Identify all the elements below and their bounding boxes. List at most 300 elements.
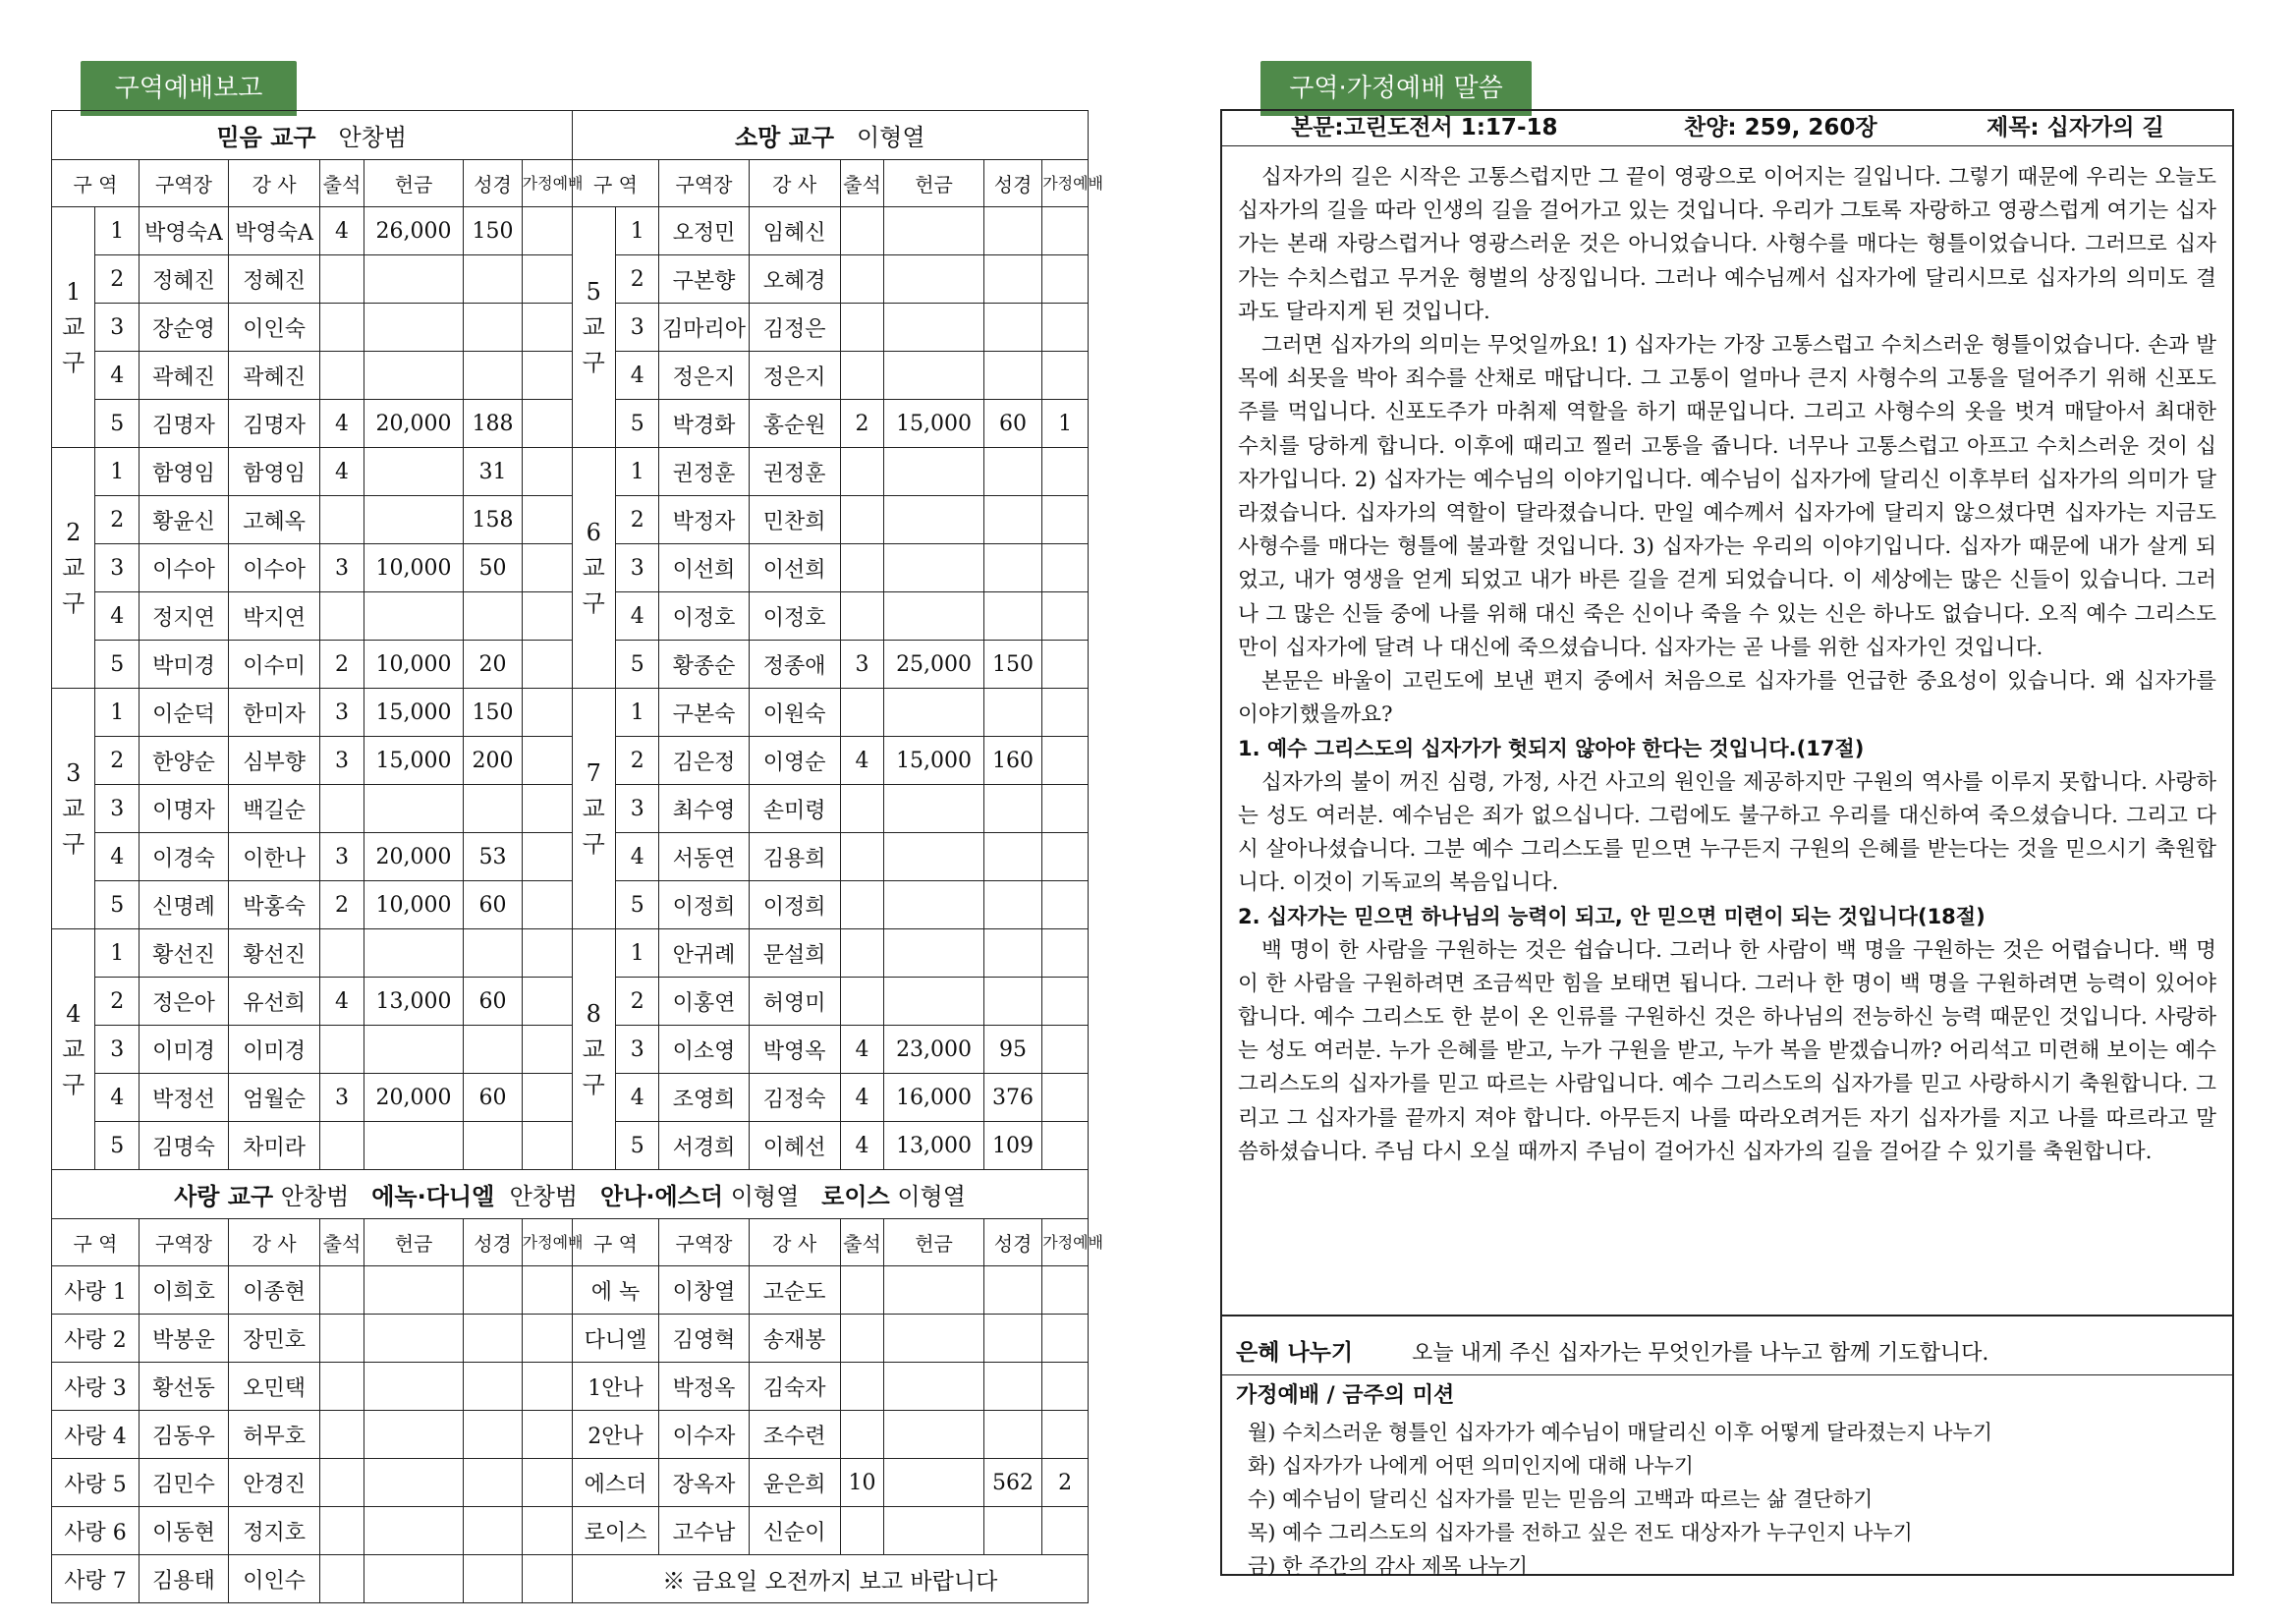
table-cell: [983, 833, 1041, 881]
table-cell: [320, 1122, 364, 1170]
table-cell: 4: [840, 1122, 883, 1170]
table-cell: 곽혜진: [229, 352, 320, 400]
table-cell: 15,000: [884, 737, 984, 785]
table-cell: [884, 304, 984, 352]
table-cell: 김용태: [139, 1555, 228, 1603]
table-cell: [840, 207, 883, 255]
table-cell: 4: [320, 978, 364, 1026]
table-cell: [983, 689, 1041, 737]
mission-item: 수) 예수님이 달리신 십자가를 믿는 믿음의 고백과 따르는 삶 결단하기: [1248, 1487, 1874, 1511]
sermon-text-ref: 본문:고린도전서 1:17-18: [1291, 115, 1558, 140]
district-label: 1 교 구: [52, 207, 95, 448]
table-cell: 이수아: [229, 544, 320, 592]
table-cell: 이선희: [749, 544, 840, 592]
table-cell: 문설희: [749, 929, 840, 978]
table-cell: 이수자: [659, 1411, 749, 1459]
table-cell: [364, 304, 464, 352]
table-cell: [884, 544, 984, 592]
table-cell: [320, 929, 364, 978]
table-cell: [522, 689, 572, 737]
table-cell: [1042, 1411, 1089, 1459]
table-cell: 4: [616, 1074, 659, 1122]
table-cell: 민찬희: [749, 496, 840, 544]
table-cell: [884, 207, 984, 255]
table-cell: 60: [464, 881, 522, 929]
table-cell: 2: [840, 400, 883, 448]
table-cell: [320, 1363, 364, 1411]
table-cell: [840, 448, 883, 496]
table-row: [52, 929, 1089, 978]
table-cell: [522, 207, 572, 255]
table-cell: [840, 689, 883, 737]
table-cell: 15,000: [364, 689, 464, 737]
table-cell: 사랑 4: [52, 1411, 140, 1459]
sermon-paragraph: 십자가의 길은 시작은 고통스럽지만 그 끝이 영광으로 이어지는 길입니다. 그렇기 때문에 우리는 오늘도 십자가의 길을 따라 인생의 길을 걸어가고 있는 것입니다. 우리가 그토록 자랑하고 영광스럽게 여기는 십자가는 본래 자랑스럽거나 영광스러운 것은 아니었습니다. 사형수를 매다는 형틀이었습니다. 그러므로 십자가는 수치스럽고 무거운 형벌의 상징입니다. 그러나 예수님께서 십자가에 달리시므로 십자가의 의미도 결과도 달라지게 된 것입니다.: [1238, 165, 2216, 324]
table-row: [52, 1555, 1089, 1603]
table-cell: 김명자: [139, 400, 228, 448]
table-cell: 이창열: [659, 1266, 749, 1315]
table-cell: [522, 978, 572, 1026]
table-cell: 2: [95, 978, 139, 1026]
table-cell: 3: [320, 544, 364, 592]
left-section-tab: 구역예배보고: [81, 61, 297, 116]
table-cell: [364, 448, 464, 496]
sermon-header: [1222, 111, 2232, 146]
table-cell: 다니엘: [572, 1315, 659, 1363]
table-cell: 16,000: [884, 1074, 984, 1122]
table-cell: [983, 352, 1041, 400]
table-cell: 4: [95, 833, 139, 881]
table-cell: [464, 592, 522, 641]
table-cell: [1042, 207, 1089, 255]
table-cell: [983, 448, 1041, 496]
table-cell: [464, 1411, 522, 1459]
sermon-paragraph: 백 명이 한 사람을 구원하는 것은 쉽습니다. 그러나 한 사람이 백 명을 구원하는 것은 어렵습니다. 백 명이 한 사람을 구원하려면 조금씩만 힘을 보태면 됩니다. 그러나 한 명이 백 명을 구원하려면 능력이 있어야 합니다. 예수 그리스도 한 분이 온 인류를 구원하신 것은 하나님의 전능하신 능력 때문인 것입니다. 사랑하는 성도 여러분. 누가 은혜를 받고, 누가 구원을 받고, 누가 복을 받겠습니까? 어리석고 미련해 보이는 예수 그리스도의 십자가를 믿고 따르는 사람입니다. 예수 그리스도의 십자가를 믿고 사랑하시기 축원합니다. 그리고 그 십자가를 끝까지 져야 합니다. 아무든지 나를 따라오려거든 자기 십자가를 지고 나를 따르라고 말씀하셨습니다. 주님 다시 오실 때까지 주님이 걸어가신 십자가의 길을 걸어갈 수 있기를 축원합니다.: [1238, 937, 2216, 1164]
mission-item: 목) 예수 그리스도의 십자가를 전하고 싶은 전도 대상자가 누구인지 나누기: [1248, 1521, 1913, 1544]
table-cell: 박봉운: [139, 1315, 228, 1363]
table-cell: 서경희: [659, 1122, 749, 1170]
table-cell: 이한나: [229, 833, 320, 881]
table-cell: [1042, 592, 1089, 641]
column-header-row: 구 역 구역장 강 사 출석 헌금 성경 가정예배 구 역 구역장 강 사 출석 헌금 성경 가정예배: [52, 160, 1089, 207]
table-cell: [1042, 978, 1089, 1026]
table-cell: [840, 1315, 883, 1363]
table-cell: 2: [320, 641, 364, 689]
table-cell: [364, 1459, 464, 1507]
table-cell: [522, 1555, 572, 1603]
table-cell: [522, 448, 572, 496]
table-cell: 13,000: [364, 978, 464, 1026]
table-cell: 김영혁: [659, 1315, 749, 1363]
table-cell: 4: [840, 737, 883, 785]
report-table: [51, 110, 1104, 1603]
table-cell: 1: [616, 207, 659, 255]
table-cell: 김명숙: [139, 1122, 228, 1170]
table-cell: 2: [320, 881, 364, 929]
table-cell: 4: [95, 352, 139, 400]
table-cell: 이미경: [139, 1026, 228, 1074]
table-row: [52, 978, 1089, 1026]
table-cell: 김동우: [139, 1411, 228, 1459]
table-cell: 2: [616, 255, 659, 304]
table-cell: [364, 496, 464, 544]
table-cell: 160: [983, 737, 1041, 785]
table-cell: 1: [616, 689, 659, 737]
table-cell: 4: [95, 1074, 139, 1122]
table-cell: [522, 544, 572, 592]
table-cell: 오정민: [659, 207, 749, 255]
table-cell: [884, 1507, 984, 1555]
table-cell: 정혜진: [229, 255, 320, 304]
table-cell: 정종애: [749, 641, 840, 689]
table-cell: [522, 352, 572, 400]
table-cell: [522, 833, 572, 881]
table-cell: [464, 1026, 522, 1074]
table-cell: [884, 352, 984, 400]
table-cell: [1042, 255, 1089, 304]
table-cell: [320, 592, 364, 641]
table-cell: [320, 1555, 364, 1603]
table-cell: [464, 1507, 522, 1555]
table-cell: 158: [464, 496, 522, 544]
table-cell: [320, 255, 364, 304]
sermon-point-heading: 1. 예수 그리스도의 십자가가 헛되지 않아야 한다는 것입니다.(17절): [1238, 737, 1865, 761]
table-cell: [983, 544, 1041, 592]
table-cell: 이정희: [749, 881, 840, 929]
table-cell: 이정호: [659, 592, 749, 641]
table-cell: 3: [320, 833, 364, 881]
table-cell: 안귀례: [659, 929, 749, 978]
table-cell: 권정훈: [749, 448, 840, 496]
table-cell: [884, 1363, 984, 1411]
table-cell: [364, 1555, 464, 1603]
table-cell: 박정선: [139, 1074, 228, 1122]
table-cell: [364, 1026, 464, 1074]
table-cell: [464, 1555, 522, 1603]
table-cell: [884, 1459, 984, 1507]
table-cell: 차미라: [229, 1122, 320, 1170]
table-cell: 이미경: [229, 1026, 320, 1074]
table-cell: [1042, 1074, 1089, 1122]
table-cell: [1042, 1315, 1089, 1363]
table-row: [52, 689, 1089, 737]
table-cell: 이정희: [659, 881, 749, 929]
table-cell: 황종순: [659, 641, 749, 689]
table-row: [52, 1363, 1089, 1411]
table-cell: 3: [320, 737, 364, 785]
table-cell: [364, 1315, 464, 1363]
sermon-paragraph: 본문은 바울이 고린도에 보낸 편지 중에서 처음으로 십자가를 언급한 중요성이 있습니다. 왜 십자가를 이야기했을까요?: [1238, 669, 2216, 728]
table-cell: 허무호: [229, 1411, 320, 1459]
table-cell: 150: [983, 641, 1041, 689]
table-cell: 정혜진: [139, 255, 228, 304]
table-cell: [364, 1363, 464, 1411]
table-cell: [1042, 881, 1089, 929]
table-cell: 이종현: [229, 1266, 320, 1315]
table-cell: [1042, 1507, 1089, 1555]
table-cell: 박정옥: [659, 1363, 749, 1411]
table-cell: 2안나: [572, 1411, 659, 1459]
table-cell: 심부향: [229, 737, 320, 785]
table-cell: 4: [95, 592, 139, 641]
table-cell: [364, 1411, 464, 1459]
table-cell: [1042, 352, 1089, 400]
table-row: [52, 1266, 1089, 1315]
table-cell: 이정호: [749, 592, 840, 641]
table-cell: 김숙자: [749, 1363, 840, 1411]
table-row: [52, 496, 1089, 544]
table-cell: 4: [616, 833, 659, 881]
table-cell: [522, 881, 572, 929]
table-cell: 장민호: [229, 1315, 320, 1363]
table-cell: [840, 929, 883, 978]
table-cell: 25,000: [884, 641, 984, 689]
table-cell: [1042, 689, 1089, 737]
table-cell: 박미경: [139, 641, 228, 689]
table-cell: [1042, 1363, 1089, 1411]
table-cell: 10,000: [364, 544, 464, 592]
table-cell: [364, 1266, 464, 1315]
table-cell: 이수아: [139, 544, 228, 592]
table-cell: [1042, 737, 1089, 785]
table-cell: [320, 1459, 364, 1507]
table-cell: [464, 352, 522, 400]
table-cell: 1: [95, 929, 139, 978]
district-label: 2 교 구: [52, 448, 95, 689]
family-worship-mission: 가정예배 / 금주의 미션 월) 수치스러운 형틀인 십자가가 예수님이 매달리신 이후 어떻게 달라졌는지 나누기 화) 십자가가 나에게 어떤 의미인지에 대해 나누기 수) 예수님이 달리신 십자가를 믿는 믿음의 고백과 따르는 삶 결단하기 목) 예수 그리스도의 십자가를 전하고 싶은 전도 대상자가 누구인지 나누기 금) 한 주간의 감사 제목 나누기: [1236, 1376, 2218, 1583]
table-cell: 5: [95, 641, 139, 689]
table-cell: 50: [464, 544, 522, 592]
table-cell: [983, 496, 1041, 544]
table-cell: 10,000: [364, 881, 464, 929]
table-row: [52, 1459, 1089, 1507]
table-cell: [840, 1507, 883, 1555]
table-cell: 4: [840, 1026, 883, 1074]
table-cell: 109: [983, 1122, 1041, 1170]
table-cell: [983, 1411, 1041, 1459]
table-cell: [320, 1266, 364, 1315]
table-cell: 정은아: [139, 978, 228, 1026]
table-cell: [840, 881, 883, 929]
table-cell: 허영미: [749, 978, 840, 1026]
table-cell: 15,000: [364, 737, 464, 785]
right-section-tab: 구역·가정예배 말씀: [1260, 61, 1532, 116]
table-cell: [983, 1507, 1041, 1555]
table-cell: 사랑 6: [52, 1507, 140, 1555]
table-cell: 20,000: [364, 1074, 464, 1122]
table-cell: 함영임: [229, 448, 320, 496]
table-cell: 황선진: [229, 929, 320, 978]
hope-district-header: 소망 교구 이형열: [572, 111, 1088, 160]
table-cell: [364, 1507, 464, 1555]
table-row: [52, 304, 1089, 352]
table-cell: [522, 929, 572, 978]
table-cell: 조수련: [749, 1411, 840, 1459]
table-cell: 3: [616, 785, 659, 833]
table-row: [52, 1507, 1089, 1555]
district-label: 8 교 구: [572, 929, 615, 1170]
table-cell: [840, 1411, 883, 1459]
table-cell: 4: [320, 207, 364, 255]
table-cell: [320, 1507, 364, 1555]
table-row: [52, 641, 1089, 689]
table-cell: [884, 255, 984, 304]
table-cell: 1안나: [572, 1363, 659, 1411]
table-cell: [983, 1315, 1041, 1363]
table-cell: 1: [616, 929, 659, 978]
table-cell: 3: [616, 1026, 659, 1074]
table-cell: 박지연: [229, 592, 320, 641]
table-cell: [522, 785, 572, 833]
table-cell: 박경화: [659, 400, 749, 448]
table-cell: [1042, 1266, 1089, 1315]
table-cell: [522, 1507, 572, 1555]
table-cell: [983, 929, 1041, 978]
table-cell: 사랑 7: [52, 1555, 140, 1603]
table-cell: 박홍숙: [229, 881, 320, 929]
table-cell: [522, 1266, 572, 1315]
table-cell: [320, 1315, 364, 1363]
sermon-hymn: 찬양: 259, 260장: [1684, 115, 1877, 140]
table-cell: 2: [1042, 1459, 1089, 1507]
table-cell: 4: [320, 448, 364, 496]
table-cell: [522, 1459, 572, 1507]
table-cell: 박영숙A: [139, 207, 228, 255]
table-cell: 김정숙: [749, 1074, 840, 1122]
table-cell: [1042, 1026, 1089, 1074]
table-cell: 4: [840, 1074, 883, 1122]
table-cell: 이선희: [659, 544, 749, 592]
table-cell: [884, 929, 984, 978]
table-cell: 이인수: [229, 1555, 320, 1603]
table-cell: [1042, 544, 1089, 592]
table-cell: [522, 1363, 572, 1411]
table-row: [52, 1026, 1089, 1074]
table-cell: [983, 207, 1041, 255]
table-row: [52, 1074, 1089, 1122]
table-cell: 150: [464, 207, 522, 255]
table-cell: 23,000: [884, 1026, 984, 1074]
table-cell: 한미자: [229, 689, 320, 737]
table-cell: 이원숙: [749, 689, 840, 737]
table-cell: [364, 592, 464, 641]
table-cell: 3: [320, 689, 364, 737]
table-cell: 장옥자: [659, 1459, 749, 1507]
mission-item: 금) 한 주간의 감사 제목 나누기: [1248, 1554, 1529, 1578]
table-cell: 3: [840, 641, 883, 689]
table-cell: 4: [320, 400, 364, 448]
table-cell: [464, 929, 522, 978]
table-row: [52, 448, 1089, 496]
sermon-point-heading: 2. 십자가는 믿으면 하나님의 능력이 되고, 안 믿으면 미련이 되는 것입니다(18절): [1238, 905, 1986, 929]
table-row: [52, 737, 1089, 785]
sermon-title: 제목: 십자가의 길: [1987, 115, 2164, 140]
table-cell: [522, 641, 572, 689]
table-cell: 5: [95, 881, 139, 929]
table-cell: [884, 833, 984, 881]
table-cell: [464, 1363, 522, 1411]
table-cell: 구본향: [659, 255, 749, 304]
table-cell: [884, 496, 984, 544]
table-cell: [464, 785, 522, 833]
table-row: [52, 544, 1089, 592]
table-row: [52, 833, 1089, 881]
table-row: [52, 255, 1089, 304]
table-cell: [1042, 496, 1089, 544]
table-cell: 신순이: [749, 1507, 840, 1555]
table-cell: 1: [95, 689, 139, 737]
table-cell: 376: [983, 1074, 1041, 1122]
table-cell: 150: [464, 689, 522, 737]
table-row: [52, 207, 1089, 255]
table-row: [52, 592, 1089, 641]
table-cell: 10: [840, 1459, 883, 1507]
table-cell: [1042, 304, 1089, 352]
table-cell: [522, 1122, 572, 1170]
district-label: 4 교 구: [52, 929, 95, 1170]
table-cell: [1042, 929, 1089, 978]
table-cell: [320, 785, 364, 833]
table-row: [52, 1411, 1089, 1459]
table-cell: 3: [95, 544, 139, 592]
table-cell: 2: [95, 255, 139, 304]
table-cell: 임혜신: [749, 207, 840, 255]
district-label: 7 교 구: [572, 689, 615, 929]
table-cell: [320, 1026, 364, 1074]
table-cell: 장순영: [139, 304, 228, 352]
table-cell: [522, 304, 572, 352]
table-cell: [840, 496, 883, 544]
table-cell: [364, 1122, 464, 1170]
table-cell: [884, 448, 984, 496]
table-cell: 1: [95, 207, 139, 255]
table-cell: 정은지: [659, 352, 749, 400]
table-cell: 188: [464, 400, 522, 448]
faith-district-header: 믿음 교구 안창범: [52, 111, 573, 160]
table-cell: 이명자: [139, 785, 228, 833]
table-cell: 김용희: [749, 833, 840, 881]
table-cell: [840, 255, 883, 304]
table-cell: [884, 978, 984, 1026]
table-cell: 3: [616, 544, 659, 592]
sermon-paragraph: 십자가의 불이 꺼진 심령, 가정, 사건 사고의 원인을 제공하지만 구원의 역사를 이루지 못합니다. 사랑하는 성도 여러분. 예수님은 죄가 없으십니다. 그럼에도 불구하고 우리를 대신하여 죽으셨습니다. 그리고 다시 살아나셨습니다. 그분 예수 그리스도를 믿으면 누구든지 구원의 은혜를 받는다는 것을 믿으시기 축원합니다. 이것이 기독교의 복음입니다.: [1238, 769, 2216, 896]
table-cell: [364, 785, 464, 833]
table-cell: 2: [616, 737, 659, 785]
table-cell: 박정자: [659, 496, 749, 544]
table-cell: [840, 544, 883, 592]
table-cell: 황윤신: [139, 496, 228, 544]
table-cell: 95: [983, 1026, 1041, 1074]
table-cell: 31: [464, 448, 522, 496]
table-cell: 10,000: [364, 641, 464, 689]
table-cell: 이경숙: [139, 833, 228, 881]
table-cell: [364, 929, 464, 978]
table-cell: [983, 1363, 1041, 1411]
table-cell: 고순도: [749, 1266, 840, 1315]
table-cell: [320, 1411, 364, 1459]
sermon-body: [1238, 161, 2216, 1169]
table-cell: 송재봉: [749, 1315, 840, 1363]
table-cell: [840, 352, 883, 400]
table-cell: 조영희: [659, 1074, 749, 1122]
table-cell: 이인숙: [229, 304, 320, 352]
table-cell: 이수미: [229, 641, 320, 689]
table-cell: 1: [1042, 400, 1089, 448]
table-cell: [1042, 785, 1089, 833]
table-cell: [464, 1266, 522, 1315]
table-row: [52, 881, 1089, 929]
table-cell: 사랑 2: [52, 1315, 140, 1363]
